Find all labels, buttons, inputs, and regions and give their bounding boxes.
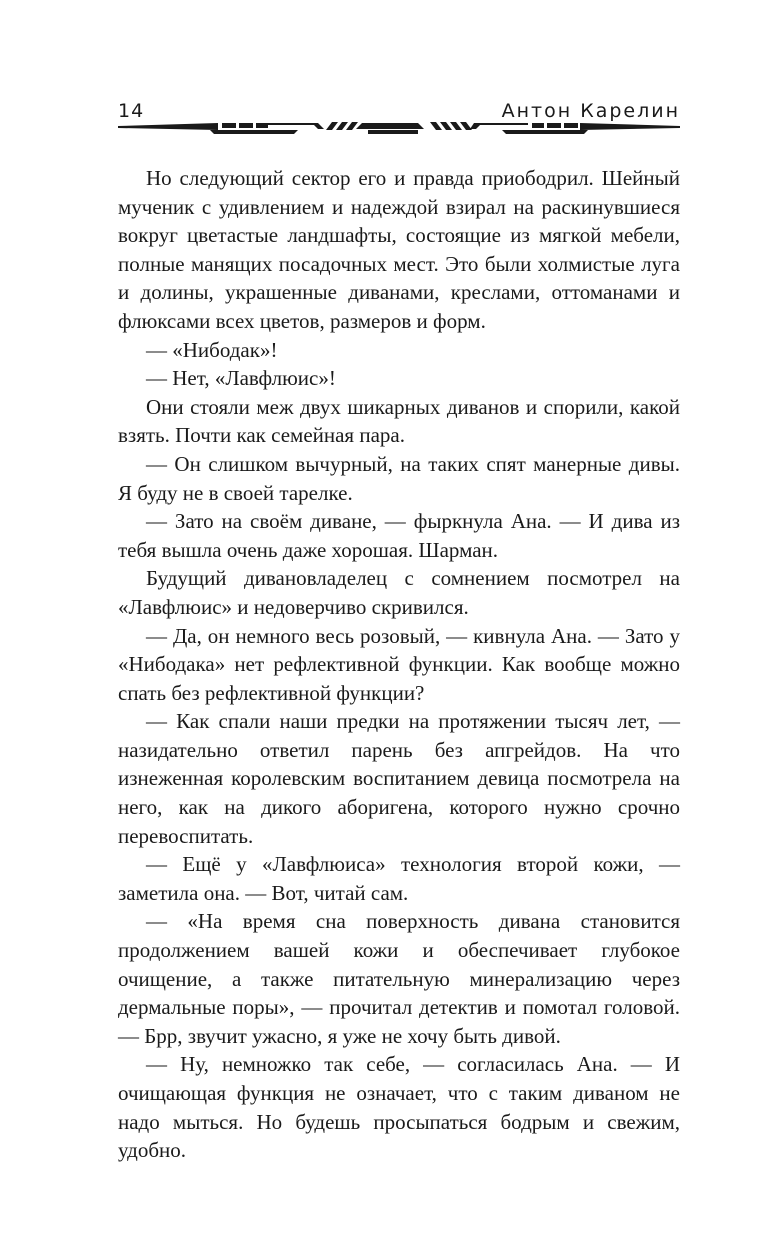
running-header: [118, 96, 680, 136]
paragraph: Но следующий сектор его и правда приободрил. Шейный мученик с удивлением и надеждой взирал на раскинувшиеся вокруг цветастые ландшафты, состоящие из мягкой мебели, полные манящих посадочных мест. Это были холмистые луга и долины, украшенные диванами, креслами, оттоманами и флюксами всех цветов, размеров и форм.: [118, 166, 680, 333]
paragraph: — Ещё у «Лавфлюиса» технология второй кожи, — заметила она. — Вот, читай сам.: [118, 852, 680, 905]
paragraph: — Ну, немножко так себе, — согласилась Ана. — И очищающая функция не означает, что с таким диваном не надо мыться. Но будешь просыпаться бодрым и свежим, удобно.: [118, 1052, 680, 1163]
body-text: [118, 164, 680, 1165]
paragraph: — Да, он немного весь розовый, — кивнула Ана. — Зато у «Нибодака» нет рефлективной функции. Как вообще можно спать без рефлективной функции?: [118, 623, 680, 705]
paragraph: — Он слишком вычурный, на таких спят манерные дивы. Я буду не в своей тарелке.: [118, 451, 680, 505]
paragraph: — «На время сна поверхность дивана становится продолжением вашей кожи и обеспечивает глубокое очищение, а также питательную минерализацию через дермальные поры», — прочитал детектив и помотал головой. — Брр, звучит ужасно, я уже не хочу быть дивой.: [118, 909, 680, 1048]
author-name: Антон Карелин: [501, 100, 680, 122]
paragraph: Они стояли меж двух шикарных диванов и спорили, какой взять. Почти как семейная пара.: [118, 394, 680, 448]
paragraph: Будущий дивановладелец с сомнением посмотрел на «Лавфлюис» и недоверчиво скривился.: [118, 566, 680, 619]
paragraph: — Нет, «Лавфлюис»!: [146, 366, 336, 391]
page-number: 14: [118, 100, 145, 122]
header-ornament: [118, 120, 680, 136]
paragraph: — Как спали наши предки на протяжении тысяч лет, — назидательно ответил парень без апгрейдов. На что изнеженная королевским воспитанием девица посмотрела на него, как на дикого аборигена, которого нужно срочно перевоспитать.: [118, 709, 680, 848]
paragraph: — «Нибодак»!: [146, 337, 278, 362]
paragraph: — Зато на своём диване, — фыркнула Ана. — И дива из тебя вышла очень даже хорошая. Шарман.: [118, 509, 680, 562]
